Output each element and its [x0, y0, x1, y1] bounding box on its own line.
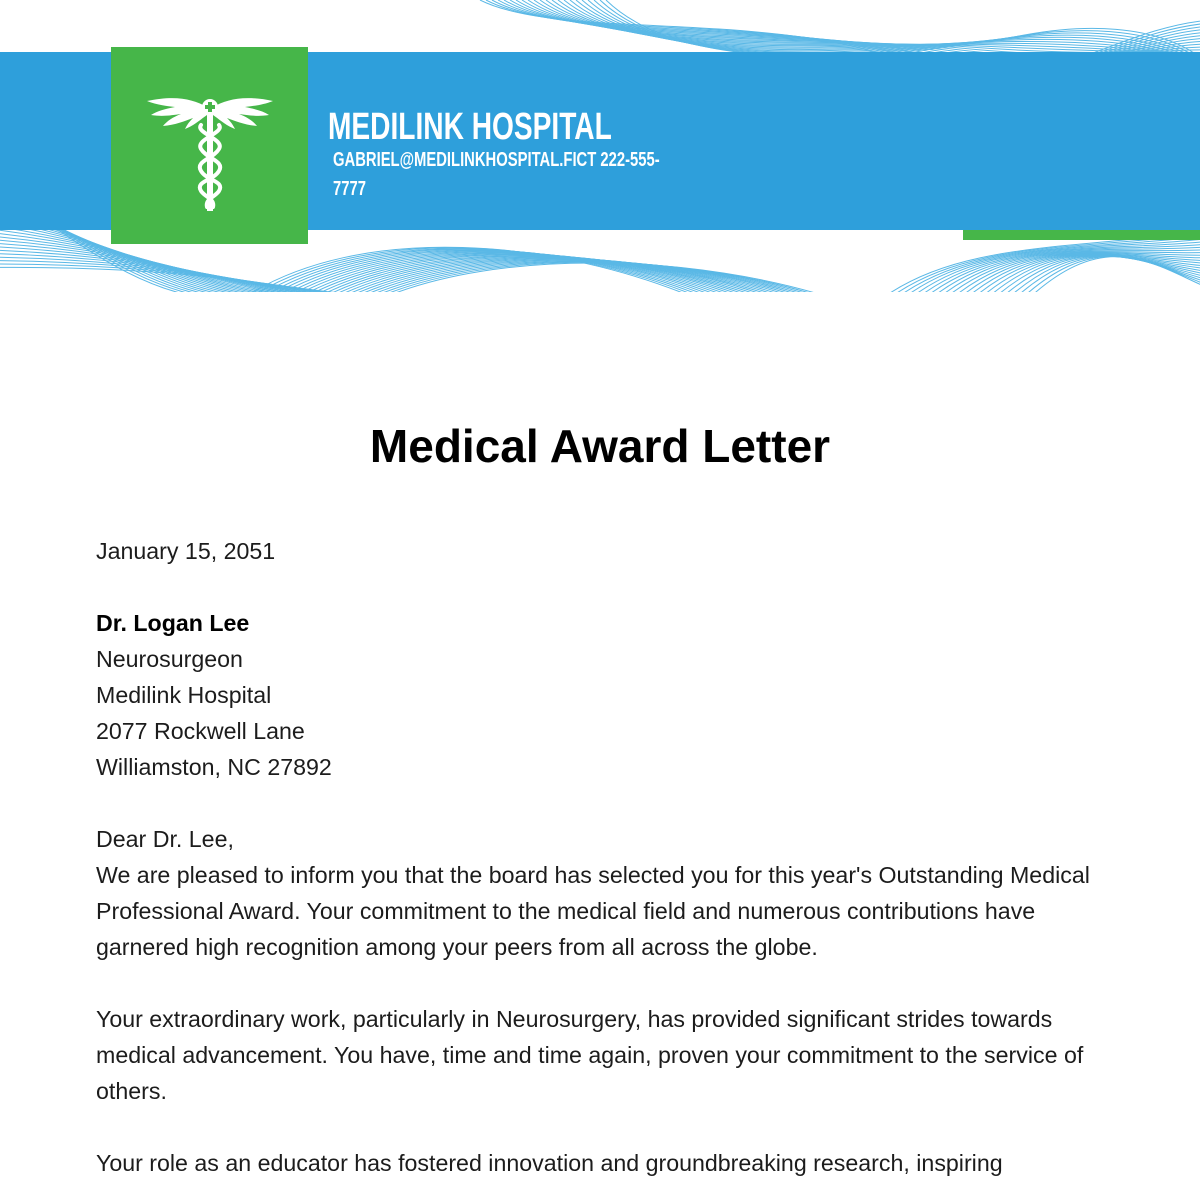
body-paragraph: Your role as an educator has fostered innovation and groundbreaking research, inspiring — [96, 1150, 1003, 1176]
letter-date: January 15, 2051 — [96, 538, 276, 564]
recipient-position: Neurosurgeon — [96, 646, 243, 672]
body-paragraph: We are pleased to inform you that the board has selected you for this year's Outstanding Medical Professional Award. Your commitment to the medical field and numerous contributions have garnered high recognition among your peers from all across the globe. — [96, 862, 1090, 960]
salutation: Dear Dr. Lee, — [96, 826, 234, 852]
recipient-street: 2077 Rockwell Lane — [96, 718, 305, 744]
recipient-name: Dr. Logan Lee — [96, 610, 250, 636]
hospital-name: MEDILINK HOSPITAL — [328, 106, 612, 148]
letter-body — [96, 821, 1106, 1181]
hospital-logo — [111, 47, 308, 244]
letterhead — [0, 0, 1200, 292]
hospital-contact: GABRIEL@MEDILINKHOSPITAL.FICT 222-555-7777 — [333, 149, 660, 200]
recipient-city: Williamston, NC 27892 — [96, 754, 332, 780]
letter-title: Medical Award Letter — [369, 420, 831, 472]
recipient-organization: Medilink Hospital — [96, 682, 272, 708]
recipient-block — [96, 605, 1106, 785]
body-paragraph: Your extraordinary work, particularly in Neurosurgery, has provided significant strides towards medical advancement. You have, time and time again, proven your commitment to the service of others. — [96, 1006, 1084, 1104]
accent-strip — [963, 230, 1200, 240]
caduceus-icon — [145, 89, 275, 214]
